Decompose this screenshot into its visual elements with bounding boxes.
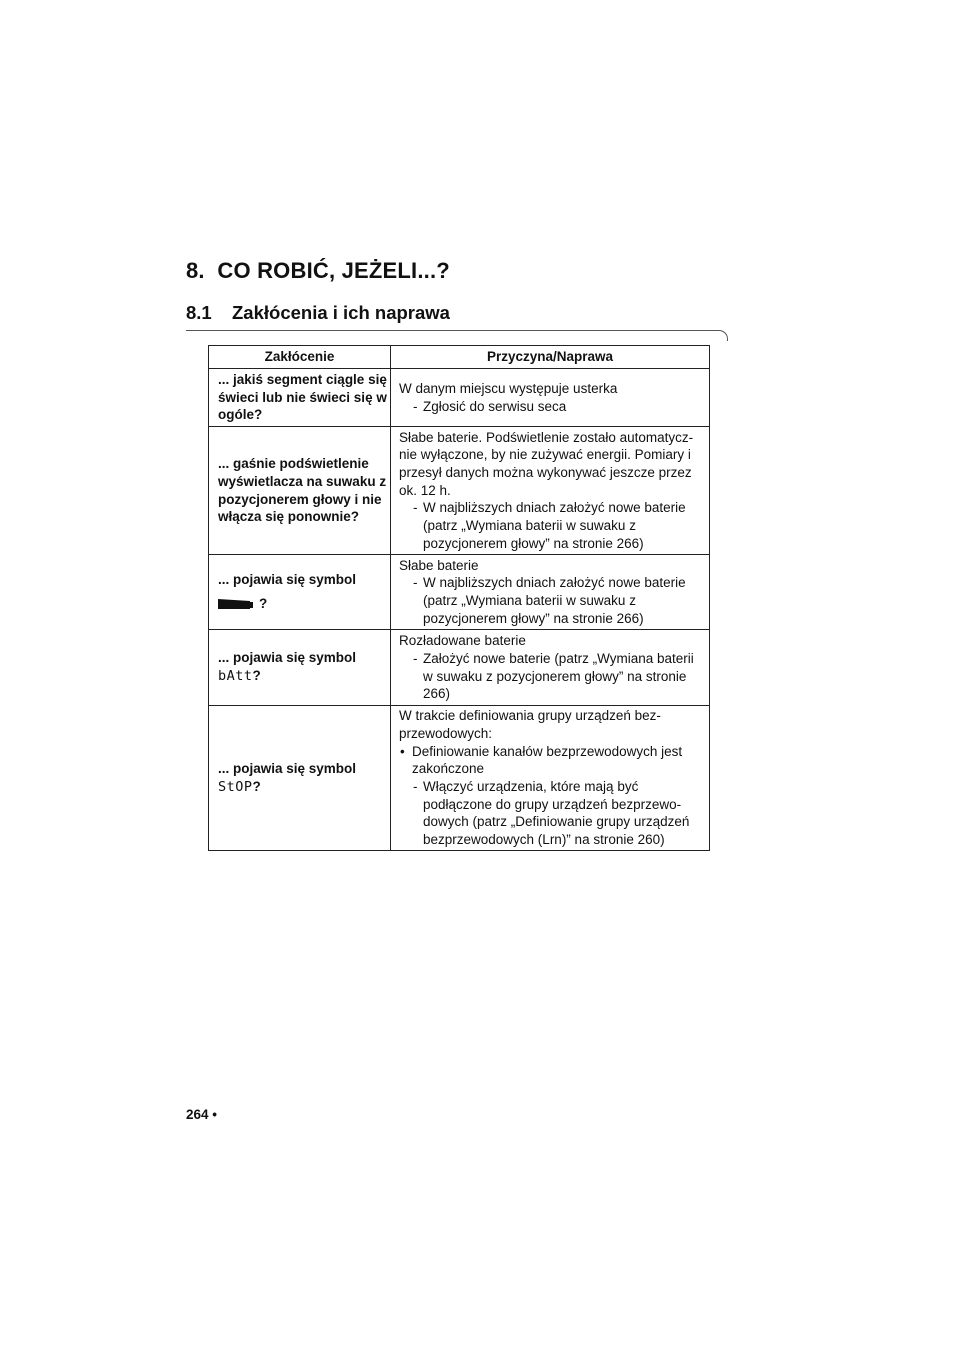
remedy-step: - Włączyć urządzenia, które mają być podłączone do grupy urządzeń bezprzewo-dowych (patrz „Definiowanie grupy urządzeń bezprzewodowych (Lrn)” na stronie 260) <box>399 778 707 849</box>
section-divider <box>186 330 720 331</box>
fault-symbol-line <box>218 667 388 686</box>
cause-intro: Słabe baterie <box>399 557 479 573</box>
table-header-row <box>209 346 710 369</box>
lcd-symbol-batt: bAtt <box>218 668 253 684</box>
cause-intro: Słabe baterie. Podświetlenie zostało automatycz-nie wyłączone, by nie zużywać energii. Pomiary i przesył danych można wykonywać jeszcze przez ok. 12 h. <box>399 429 694 498</box>
cause-cell <box>391 555 710 630</box>
chapter-number: 8. <box>186 258 205 283</box>
cause-intro: W trakcie definiowania grupy urządzeń bez-przewodowych: <box>399 708 661 741</box>
fault-cell <box>209 630 391 706</box>
fault-suffix: ? <box>259 596 268 611</box>
table-row <box>209 555 710 630</box>
fault-text: ... pojawia się symbol <box>218 650 357 666</box>
fault-symbol-line <box>218 595 388 613</box>
fault-symbol-line <box>218 778 388 797</box>
cause-cell <box>391 427 710 555</box>
cause-intro: Rozładowane baterie <box>399 633 526 649</box>
header-cause: Przyczyna/Naprawa <box>391 346 710 369</box>
fault-cell <box>209 555 391 630</box>
lcd-symbol-stop: StOP <box>218 778 253 795</box>
fault-cell: ... gaśnie podświetlenie wyświetlacza na suwaku z pozycjonerem głowy i nie włącza się ponownie? <box>209 427 391 555</box>
fault-cell: ... jakiś segment ciągle się świeci lub nie świeci się w ogóle? <box>209 369 391 427</box>
section-divider-hook <box>718 330 728 341</box>
fault-suffix: ? <box>252 668 261 683</box>
header-fault: Zakłócenie <box>209 346 391 369</box>
battery-low-icon <box>218 597 254 609</box>
page-number: 264 • <box>186 1107 218 1122</box>
fault-text: ... pojawia się symbol <box>218 572 357 588</box>
cause-cell <box>391 369 710 427</box>
table-row <box>209 706 710 851</box>
table-row <box>209 369 710 427</box>
table-row <box>209 630 710 706</box>
fault-text: ... pojawia się symbol <box>218 760 357 776</box>
remedy-step: - Założyć nowe baterie (patrz „Wymiana baterii w suwaku z pozycjonerem głowy” na stronie 266) <box>399 650 707 703</box>
chapter-heading: CO ROBIĆ, JEŻELI...? <box>217 258 450 283</box>
cause-cell <box>391 630 710 706</box>
cause-intro: W danym miejscu występuje usterka <box>399 380 618 396</box>
fault-suffix: ? <box>252 778 261 794</box>
remedy-step: - Zgłosić do serwisu seca <box>399 398 707 416</box>
chapter-title <box>186 258 450 284</box>
table-row <box>209 427 710 555</box>
cause-bullet: • Definiowanie kanałów bezprzewodowych jest zakończone <box>399 743 707 778</box>
section-title <box>186 302 450 324</box>
section-heading: Zakłócenia i ich naprawa <box>232 302 450 323</box>
cause-cell <box>391 706 710 851</box>
remedy-step: - W najbliższych dniach założyć nowe baterie (patrz „Wymiana baterii w suwaku z pozycjonerem głowy” na stronie 266) <box>399 574 707 627</box>
section-number: 8.1 <box>186 302 212 323</box>
remedy-step: - W najbliższych dniach założyć nowe baterie (patrz „Wymiana baterii w suwaku z pozycjonerem głowy” na stronie 266) <box>399 499 707 552</box>
fault-cell <box>209 706 391 851</box>
troubleshooting-table <box>208 345 710 851</box>
